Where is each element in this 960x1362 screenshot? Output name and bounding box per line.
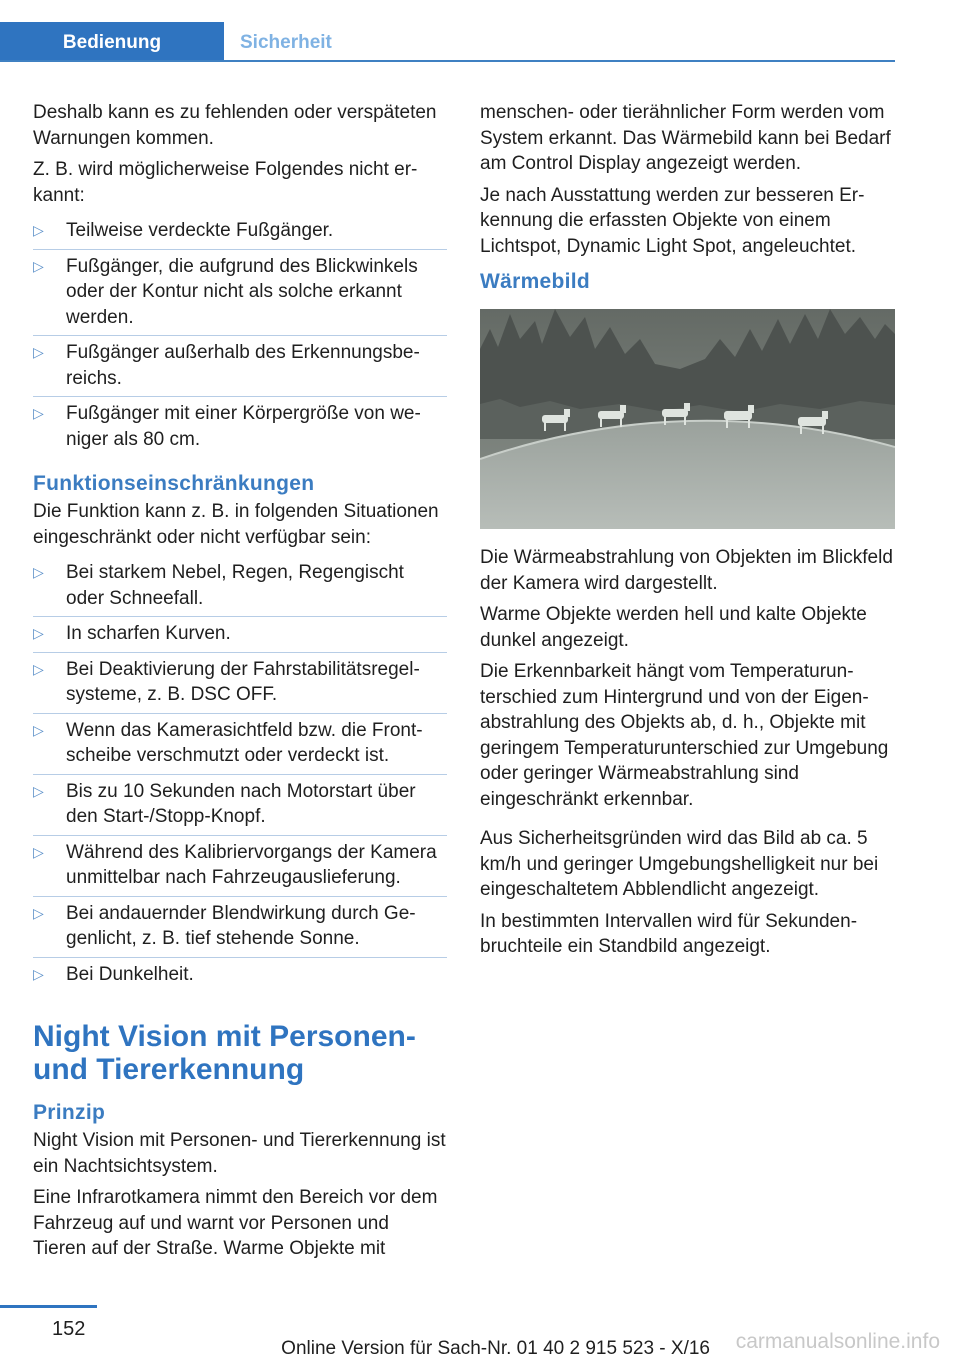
watermark: carmanualsonline.info	[735, 1330, 940, 1353]
heading-principle: Prinzip	[33, 1101, 106, 1124]
tab-sicherheit[interactable]: Sicherheit	[240, 32, 332, 53]
list-item: ▷ Teilweise verdeckte Fußgänger.	[33, 214, 447, 250]
triangle-right-icon: ▷	[33, 965, 44, 982]
triangle-right-icon: ▷	[33, 257, 44, 274]
list-item: ▷ Fußgänger außerhalb des Erkennungsbereichs.	[33, 336, 447, 397]
footer-rule	[0, 1305, 97, 1308]
list-item: ▷ Wenn das Kamerasichtfeld bzw. die Frontscheibe verschmutzt oder verdeckt ist.	[33, 714, 447, 775]
right-column	[480, 100, 898, 966]
triangle-right-icon: ▷	[33, 222, 44, 238]
paragraph: Aus Sicherheitsgründen wird das Bild ab ca. 5 km/h und geringer Umgebungshelligkeit nur bei eingeschaltetem Abblendlicht angezeigt.	[480, 828, 879, 900]
not-detected-list	[33, 214, 447, 457]
heading-limitations: Funktionseinschränkungen	[33, 472, 315, 495]
paragraph: Z. B. wird möglicherweise Folgendes nicht erkannt:	[33, 159, 418, 206]
paragraph: Je nach Ausstattung werden zur besseren Erkennung die erfassten Objekte von einem Lichtspot, Dynamic Light Spot, angeleuchtet.	[480, 184, 865, 257]
triangle-right-icon: ▷	[33, 625, 44, 641]
triangle-right-icon: ▷	[33, 660, 44, 677]
tab-bedienung[interactable]: Bedienung	[0, 22, 224, 62]
list-item: ▷ Bis zu 10 Sekunden nach Motorstart über den Start-/Stopp-Knopf.	[33, 775, 447, 836]
paragraph: Die Wärmeabstrahlung von Objekten im Blickfeld der Kamera wird dargestellt.	[480, 547, 893, 594]
triangle-right-icon: ▷	[33, 843, 44, 860]
list-item: ▷ Bei Deaktivierung der Fahrstabilitätsregelsysteme, z. B. DSC OFF.	[33, 653, 447, 714]
triangle-right-icon: ▷	[33, 405, 44, 421]
online-version-note: Online Version für Sach-Nr. 01 40 2 915 523 - X/16	[281, 1338, 710, 1359]
list-item: ▷ Während des Kalibriervorgangs der Kamera unmittelbar nach Fahrzeugauslieferung.	[33, 836, 447, 897]
paragraph: Deshalb kann es zu fehlenden oder verspäteten Warnungen kommen.	[33, 102, 437, 149]
triangle-right-icon: ▷	[33, 344, 44, 360]
section-tabs	[0, 22, 895, 62]
list-item: ▷ Bei starkem Nebel, Regen, Regengischt oder Schneefall.	[33, 556, 447, 617]
triangle-right-icon: ▷	[33, 721, 44, 738]
heading-night-vision: Night Vision mit Personen- und Tiererkennung	[33, 1020, 416, 1086]
paragraph: Die Erkennbarkeit hängt vom Temperaturunterschied zum Hintergrund und von der Eigenabstrahlung des Objekts ab, d. h., Objekte mit geringem Temperaturunterschied zur Umgebung oder geringer Wärmeabstrahlung sind eingeschränkt erkennbar.	[480, 661, 889, 810]
paragraph: menschen- oder tierähnlicher Form werden vom System erkannt. Das Wärmebild kann bei Bedarf am Control Display angezeigt werden.	[480, 102, 891, 174]
triangle-right-icon: ▷	[33, 564, 44, 580]
list-item: ▷ Fußgänger mit einer Körpergröße von weniger als 80 cm.	[33, 403, 421, 450]
paragraph: Eine Infrarotkamera nimmt den Bereich vor dem Fahrzeug auf und warnt vor Personen und Tieren auf der Straße. Warme Objekte mit	[33, 1187, 438, 1259]
paragraph: In bestimmten Intervallen wird für Sekundenbruchteile ein Standbild angezeigt.	[480, 910, 858, 957]
list-item: ▷ Bei Dunkelheit.	[33, 958, 447, 993]
left-column	[33, 100, 447, 1268]
triangle-right-icon: ▷	[33, 782, 44, 799]
heading-thermal-image: Wärmebild	[480, 270, 591, 293]
list-item: ▷ Bei andauernder Blendwirkung durch Gegenlicht, z. B. tief stehende Sonne.	[33, 897, 447, 958]
paragraph: Warme Objekte werden hell und kalte Objekte dunkel angezeigt.	[480, 604, 867, 651]
list-item: ▷ In scharfen Kurven.	[33, 617, 447, 653]
paragraph: Die Funktion kann z. B. in folgenden Situationen eingeschränkt oder nicht verfügbar sein:	[33, 501, 439, 548]
limitations-list	[33, 556, 447, 992]
page-number: 152	[52, 1318, 86, 1340]
triangle-right-icon: ▷	[33, 904, 44, 921]
list-item: ▷ Fußgänger, die aufgrund des Blickwinkels oder der Kontur nicht als solche erkannt werden.	[33, 250, 447, 337]
thermal-image	[480, 309, 895, 529]
paragraph: Night Vision mit Personen- und Tiererkennung ist ein Nachtsichtsystem.	[33, 1130, 446, 1177]
